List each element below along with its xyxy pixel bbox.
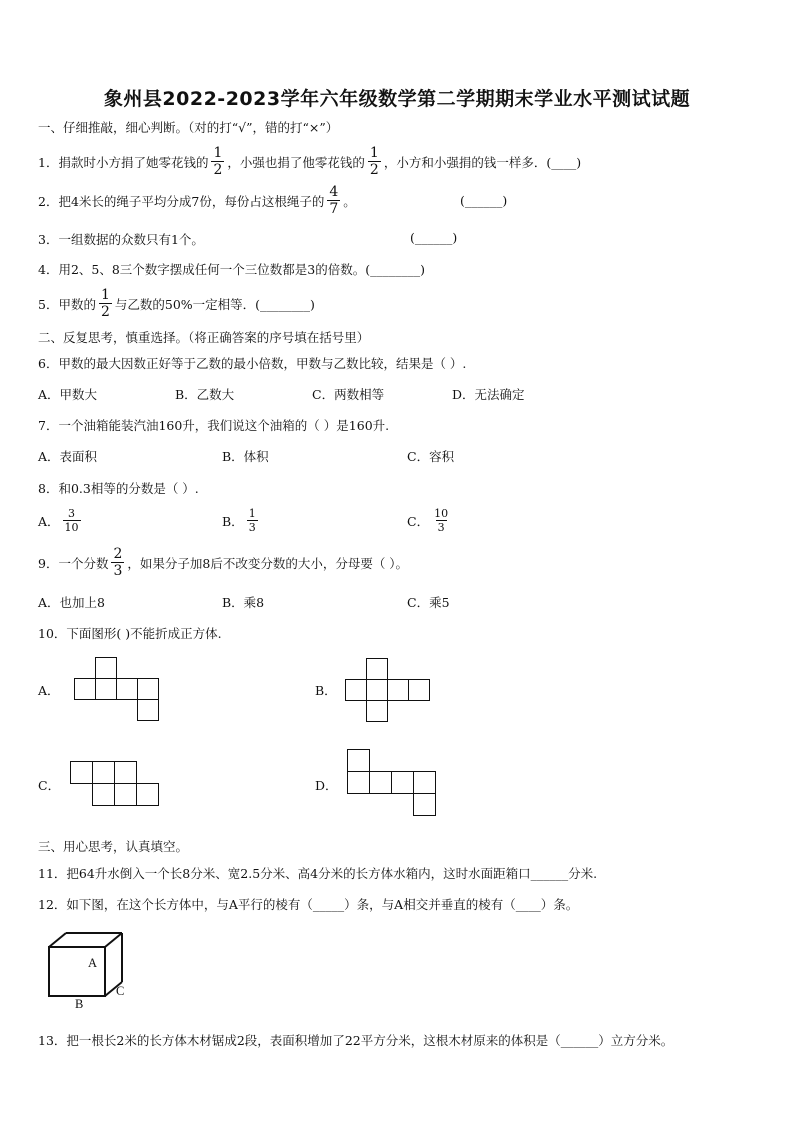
q2-text-b: 。: [343, 193, 356, 209]
section-heading-1: 一、仔细推敲，细心判断。（对的打“√”，错的打“×”）: [38, 120, 339, 135]
cube-net-b: [344, 658, 434, 724]
q5-text-b: 与乙数的50%一定相等．(________): [114, 296, 315, 312]
q9-text-a: 9．一个分数: [38, 555, 109, 571]
q6-option-b: B．乙数大: [175, 387, 235, 402]
question-13: 13．把一根长2米的长方体木材锯成2段，表面积增加了22平方分米，这根木材原来的体积是（______）立方分米。: [38, 1033, 674, 1048]
cuboid-label-a: A: [88, 956, 98, 970]
cuboid-label-b: B: [75, 997, 84, 1011]
q9-option-b: B．乘8: [222, 595, 265, 610]
question-6: 6．甲数的最大因数正好等于乙数的最小倍数，甲数与乙数比较，结果是（ ）.: [38, 356, 467, 371]
cube-net-d: [346, 749, 438, 817]
question-11: 11．把64升水倒入一个长8分米、宽2.5分米、高4分米的长方体水箱内，这时水面距箱口______分米.: [38, 866, 598, 881]
question-7: 7．一个油箱能装汽油160升，我们说这个油箱的（ ）是160升.: [38, 418, 390, 433]
q7-option-c: C．容积: [407, 449, 455, 464]
section-heading-3: 三、用心思考，认真填空。: [38, 839, 189, 854]
q9-option-c: C．乘5: [407, 595, 450, 610]
q8-option-b: B． $\frac{1}{3}$: [222, 507, 256, 534]
q6-option-d: D．无法确定: [452, 387, 525, 402]
question-5: [38, 288, 315, 319]
q8-option-a: A． $\frac{3}{10}$: [38, 507, 79, 534]
q9-fraction: $\frac{2}{3}$: [113, 546, 123, 579]
q10-label-c: C．: [38, 778, 61, 793]
q7-option-b: B．体积: [222, 449, 269, 464]
question-9: [38, 547, 408, 578]
question-1: [38, 146, 581, 177]
q8-option-c: C． $\frac{10}{3}$: [407, 507, 449, 534]
q10-label-b: B．: [315, 683, 337, 698]
q1-text-c: ，小方和小强捐的钱一样多．(____): [383, 154, 582, 170]
question-3: 3．一组数据的众数只有1个。: [38, 232, 204, 247]
q2-text-a: 2．把4米长的绳子平均分成7份，每份占这根绳子的: [38, 193, 325, 209]
question-8: 8．和0.3相等的分数是（ ）.: [38, 481, 199, 496]
q5-fraction: $\frac{1}{2}$: [100, 287, 110, 320]
q8-option-c-fraction: $\frac{10}{3}$: [434, 507, 449, 534]
q5-text-a: 5．甲数的: [38, 296, 96, 312]
question-12: 12．如下图，在这个长方体中，与A平行的棱有（_____）条，与A相交并垂直的棱有（____）条。: [38, 897, 579, 912]
q9-text-b: ，如果分子加8后不改变分数的大小，分母要（ ）。: [127, 555, 409, 571]
q10-label-d: D．: [315, 778, 338, 793]
q6-option-c: C．两数相等: [312, 387, 385, 402]
q1-fraction-2: $\frac{1}{2}$: [369, 145, 379, 178]
cuboid-label-c: C: [116, 984, 125, 998]
q3-answer-blank: (______): [410, 230, 458, 245]
cube-net-a: [73, 657, 163, 723]
q7-option-a: A．表面积: [38, 449, 98, 464]
cube-net-c: [69, 761, 163, 807]
q1-text-a: 1．捐款时小方捐了她零花钱的: [38, 154, 209, 170]
question-10: 10．下面图形( )不能折成正方体.: [38, 626, 222, 641]
section-heading-2: 二、反复思考，慎重选择。（将正确答案的序号填在括号里）: [38, 330, 370, 345]
question-4: 4．用2、5、8三个数字摆成任何一个三位数都是3的倍数。(________): [38, 262, 426, 277]
q10-label-a: A．: [38, 683, 60, 698]
question-2: [38, 185, 356, 216]
q8-option-b-fraction: $\frac{1}{3}$: [248, 507, 256, 534]
q9-option-a: A．也加上8: [38, 595, 105, 610]
page-title: 象州县2022-2023学年六年级数学第二学期期末学业水平测试试题: [103, 88, 691, 110]
q8-option-a-fraction: $\frac{3}{10}$: [64, 507, 79, 534]
q1-fraction-1: $\frac{1}{2}$: [213, 145, 223, 178]
q2-fraction: $\frac{4}{7}$: [329, 184, 339, 217]
q2-answer-blank: (______): [460, 193, 508, 208]
q1-text-b: ，小强也捐了他零花钱的: [227, 154, 365, 170]
q6-option-a: A．甲数大: [38, 387, 98, 402]
